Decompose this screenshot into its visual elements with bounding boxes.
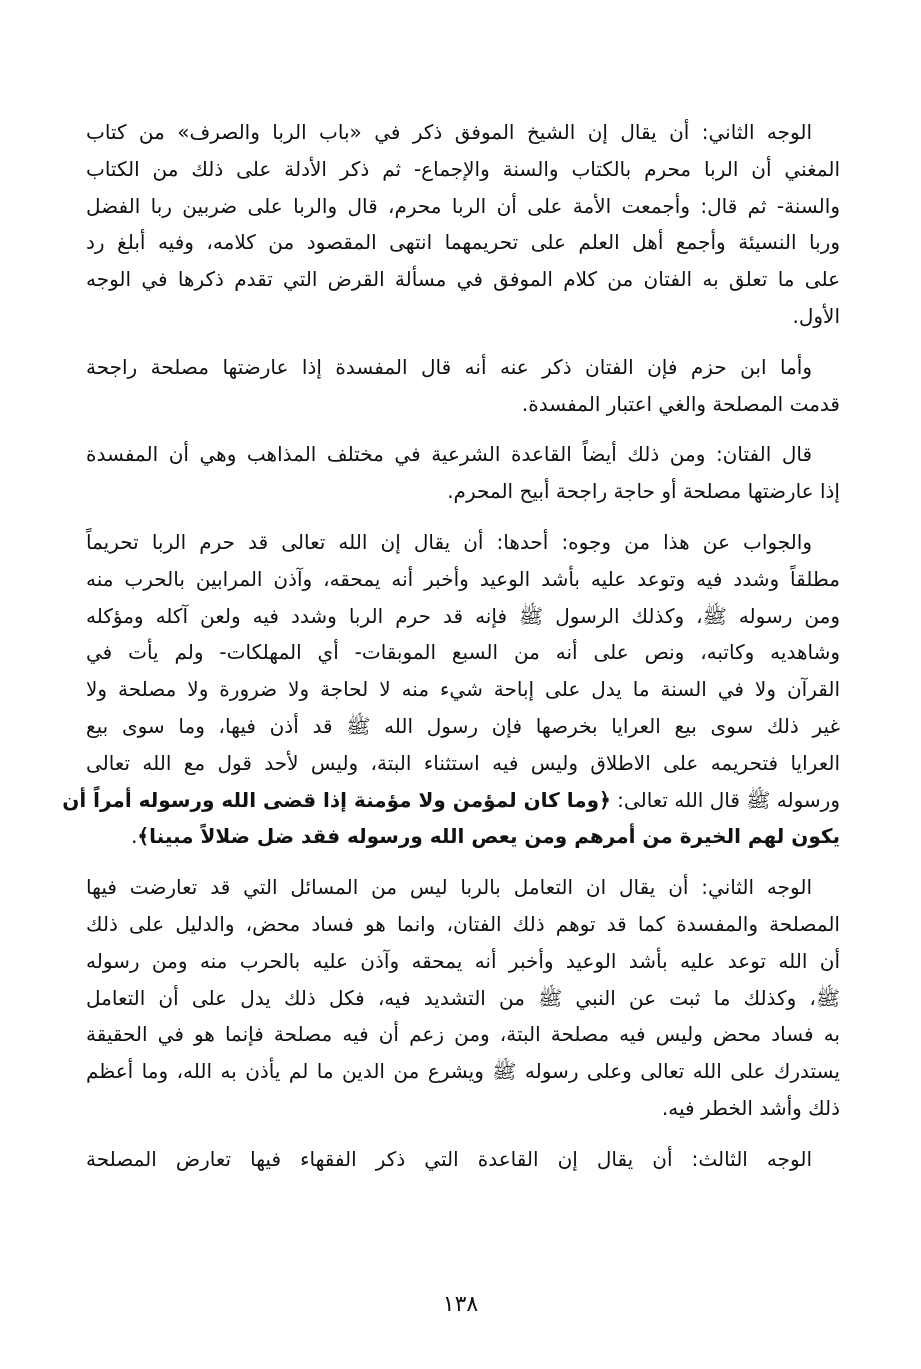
text-line xyxy=(86,349,840,386)
text-segment: ومن رسوله ﷺ، وكذلك الرسول ﷺ فإنه قد حرم الربا وشدد فيه ولعن آكله ومؤكله xyxy=(86,603,840,628)
text-line xyxy=(86,906,840,943)
text-line xyxy=(86,598,840,635)
text-line xyxy=(62,782,840,819)
text-segment: وأما ابن حزم فإن الفتان ذكر عنه أنه قال المفسدة إذا عارضتها مصلحة راجحة xyxy=(86,354,812,379)
text-segment: المصلحة والمفسدة كما قد توهم ذلك الفتان، وانما هو فساد محض، والدليل على ذلك xyxy=(86,911,840,936)
text-line xyxy=(86,634,840,671)
text-segment: الوجه الثاني: أن يقال إن الشيخ الموفق ذكر في «باب الربا والصرف» من كتاب xyxy=(86,120,812,144)
text-segment: ذلك وأشد الخطر فيه. xyxy=(661,1095,840,1120)
text-segment: المغني أن الربا محرم بالكتاب والسنة والإجماع- ثم ذكر الأدلة على ذلك من الكتاب xyxy=(86,156,840,181)
paragraph xyxy=(86,869,840,1127)
text-line xyxy=(86,561,840,598)
text-line xyxy=(86,436,840,473)
text-line xyxy=(86,745,840,782)
text-line xyxy=(86,386,840,423)
text-segment: الأول. xyxy=(792,303,840,328)
text-segment: . xyxy=(131,824,138,849)
text-segment: غير ذلك سوى بيع العرايا بخرصها فإن رسول الله ﷺ قد أذن فيها، وما سوى بيع xyxy=(86,713,840,738)
text-segment: على ما تعلق به الفتان من كلام الموفق في مسألة القرض التي تقدم ذكرها في الوجه xyxy=(86,267,840,292)
text-segment: وشاهديه وكاتبه، ونص على أنه من السبع الموبقات- أي المهلكات- ولم يأت في xyxy=(86,640,840,665)
text-line xyxy=(86,818,840,855)
text-line xyxy=(86,1090,840,1127)
text-line xyxy=(86,188,840,225)
page-body xyxy=(62,114,840,1192)
text-line xyxy=(86,869,840,906)
text-line xyxy=(86,943,840,980)
text-segment: قدمت المصلحة والغي اعتبار المفسدة. xyxy=(521,391,840,416)
text-segment: العرايا فتحريمه على الاطلاق وليس فيه استثناء البتة، وليس لأحد قول مع الله تعالى xyxy=(86,750,840,775)
paragraph xyxy=(86,349,840,423)
text-line xyxy=(86,261,840,298)
text-segment: يستدرك على الله تعالى وعلى رسوله ﷺ ويشرع من الدين ما لم يأذن به الله، وما أعظم xyxy=(86,1059,840,1084)
text-segment: مطلقاً وشدد فيه وتوعد عليه بأشد الوعيد وأخبر أنه يمحقه، وآذن المرابين بالحرب منه xyxy=(86,566,840,591)
text-segment: والسنة- ثم قال: وأجمعت الأمة على أن الربا محرم، قال والربا على ضربين ربا الفضل xyxy=(86,193,840,218)
paragraph xyxy=(86,114,840,335)
text-segment: ورسوله ﷺ قال الله تعالى: xyxy=(610,787,840,812)
text-segment: قال الفتان: ومن ذلك أيضاً القاعدة الشرعية في مختلف المذاهب وهي أن المفسدة xyxy=(86,442,812,467)
paragraph xyxy=(62,524,840,855)
text-segment: وربا النسيئة وأجمع أهل العلم على تحريمهما انتهى المقصود من كلامه، وفيه أبلغ رد xyxy=(86,230,840,255)
text-line xyxy=(86,1141,840,1178)
text-line xyxy=(86,980,840,1017)
text-line xyxy=(86,114,840,151)
text-line xyxy=(86,473,840,510)
text-line xyxy=(86,524,840,561)
text-segment: الوجه الثاني: أن يقال ان التعامل بالربا ليس من المسائل التي قد تعارضت فيها xyxy=(86,875,812,900)
page-number: ١٣٨ xyxy=(442,1292,479,1317)
text-segment: أن الله توعد عليه بأشد الوعيد وأخبر أنه يمحقه وآذن عليه بالحرب منه ومن رسوله xyxy=(86,948,840,973)
quran-quote: ﴿وما كان لمؤمن ولا مؤمنة إذا قضى الله ورسوله أمراً أن xyxy=(62,787,611,812)
text-segment: والجواب عن هذا من وجوه: أحدها: أن يقال إن الله تعالى قد حرم الربا تحريماً xyxy=(86,529,812,554)
paragraph xyxy=(86,436,840,510)
text-segment: ﷺ، وكذلك ما ثبت عن النبي ﷺ من التشديد فيه، فكل ذلك يدل على أن التعامل xyxy=(86,985,840,1010)
text-line xyxy=(86,298,840,335)
text-line xyxy=(86,224,840,261)
paragraph xyxy=(86,1141,840,1178)
quran-quote: يكون لهم الخيرة من أمرهم ومن يعص الله ورسوله فقد ضل ضلالاً مبينا﴾ xyxy=(137,824,840,849)
text-segment: القرآن ولا في السنة ما يدل على إباحة شيء منه لا لحاجة ولا ضرورة ولا مصلحة ولا xyxy=(86,677,840,702)
text-line xyxy=(86,1016,840,1053)
text-line xyxy=(86,708,840,745)
text-segment: إذا عارضتها مصلحة أو حاجة راجحة أبيح المحرم. xyxy=(447,479,840,504)
text-line xyxy=(86,1053,840,1090)
text-segment: به فساد محض وليس فيه مصلحة البتة، ومن زعم أن فيه مصلحة فإنما هو في الحقيقة xyxy=(86,1022,840,1047)
text-segment: الوجه الثالث: أن يقال إن القاعدة التي ذكر الفقهاء فيها تعارض المصلحة xyxy=(86,1146,812,1171)
text-line xyxy=(86,151,840,188)
text-line xyxy=(86,671,840,708)
